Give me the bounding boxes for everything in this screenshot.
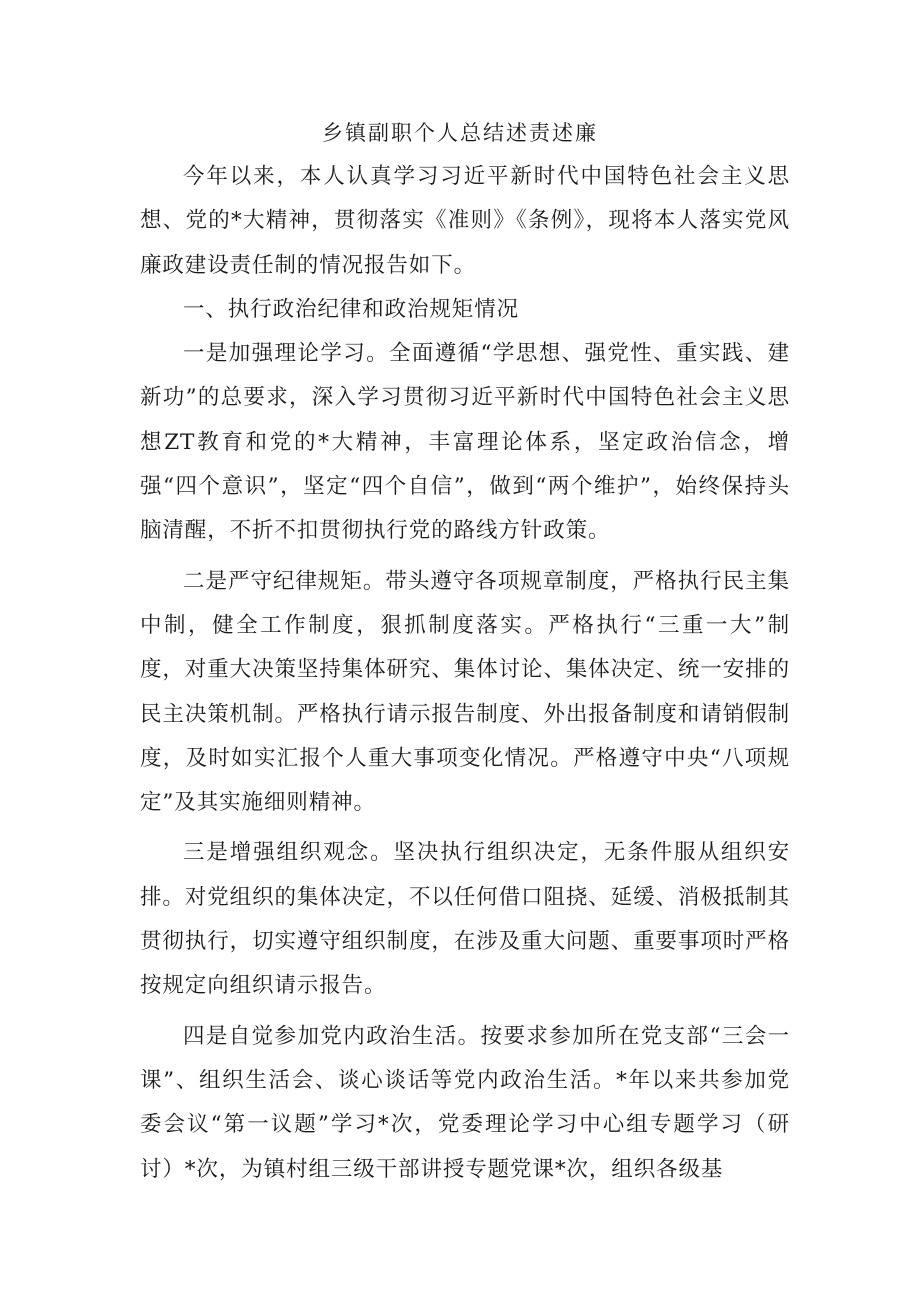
document-title: 乡镇副职个人总结述责述廉 [322,121,598,145]
paragraph-party-life: 四是自觉参加党内政治生活。按要求参加所在党支部“三会一课”、组织生活会、谈心谈话等党内政治生活。*年以来共参加党委会议“第一议题”学习*次，党委理论学习中心组专题学习（研讨）*次，为镇村组三级干部讲授专题党课*次，组织各级基 [140,1023,790,1182]
document-body [140,155,790,1192]
section-heading: 一、执行政治纪律和政治规矩情况 [183,296,520,322]
intro-paragraph: 今年以来，本人认真学习习近平新时代中国特色社会主义思想、党的*大精神，贯彻落实《准则》《条例》，现将本人落实党风廉政建设责任制的情况报告如下。 [140,164,790,278]
paragraph-organization: 三是增强组织观念。坚决执行组织决定，无条件服从组织安排。对党组织的集体决定，不以任何借口阻挠、延缓、消极抵制其贯彻执行，切实遵守组织制度，在涉及重大问题、重要事项时严格按规定向组织请示报告。 [140,840,790,999]
paragraph-discipline: 二是严守纪律规矩。带头遵守各项规章制度，严格执行民主集中制，健全工作制度，狠抓制度落实。严格执行“三重一大”制度，对重大决策坚持集体研究、集体讨论、集体决定、统一安排的民主决策机制。严格执行请示报告制度、外出报备制度和请销假制度，及时如实汇报个人重大事项变化情况。严格遵守中央“八项规定”及其实施细则精神。 [140,568,790,816]
paragraph-theory-study: 一是加强理论学习。全面遵循“学思想、强党性、重实践、建新功”的总要求，深入学习贯彻习近平新时代中国特色社会主义思想ZT教育和党的*大精神，丰富理论体系，坚定政治信念，增强“四个意识”，坚定“四个自信”，做到“两个维护”，始终保持头脑清醒，不折不扣贯彻执行党的路线方针政策。 [140,341,790,544]
